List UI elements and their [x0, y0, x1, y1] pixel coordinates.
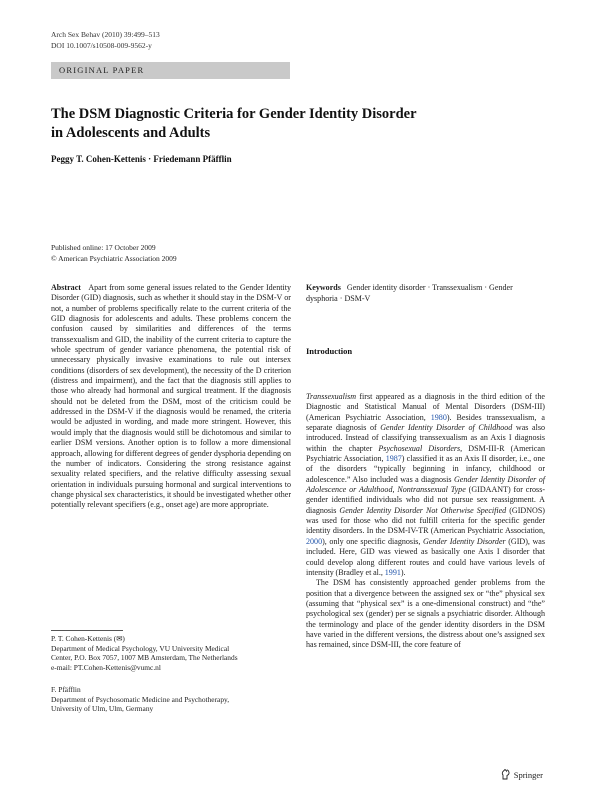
- affil-2-line-1: Department of Psychosomatic Medicine and Psychotherapy,: [51, 694, 230, 704]
- abstract-block: [51, 283, 291, 511]
- article-title: [51, 105, 521, 143]
- affil-1-name: P. T. Cohen-Kettenis (✉): [51, 634, 125, 643]
- intro-text: (GIDNOS) was used for those who did not fulfill criteria for the specific gender identity disorders. In the DSM-IV-TR (American Psychiatric Association,: [306, 505, 545, 536]
- intro-text: first appeared as a diagnosis in the third edition of the Diagnostic and Statistical Manual of Mental Disorders (DSM-III) (American Psychiatric Association,: [306, 392, 545, 422]
- term-gid: Gender Identity Disorder: [423, 536, 506, 546]
- intro-paragraph-2: The DSM has consistently approached gender problems from the position that a divergence between the assigned sex or “the” physical sex (assuming that “physical sex” is a one-dimensional construct) and “the” psychological sex (gender) per se signals a psychiatric disorder. Although the terminology and place of the gender identity disorders in the DSM have varied in the different versions, the distress about one’s assigned sex has remained, since DSM-III, the core feature of: [306, 578, 545, 650]
- affil-1-line-1: Department of Medical Psychology, VU University Medical: [51, 643, 230, 653]
- affil-1-line-2: Center, P.O. Box 7057, 1007 MB Amsterdam, The Netherlands: [51, 653, 238, 663]
- affil-2-name: F. Pfäfflin: [51, 685, 81, 694]
- term-transsexualism: Transsexualism: [306, 392, 357, 401]
- intro-text: (GID), was included. Here, GID was viewed as basically one Axis I disorder that could develop along different routes and could have various levels of intensity (Bradley et al.,: [306, 536, 545, 577]
- keywords-text: Gender identity disorder · Transsexualism · Gender dysphoria · DSM-V: [306, 283, 513, 303]
- intro-text: DSM-III-R (American Psychiatric Association,: [306, 443, 546, 464]
- citation-link[interactable]: 2000: [306, 536, 323, 546]
- introduction-body: [306, 392, 545, 651]
- affil-1-email[interactable]: e-mail: PT.Cohen-Kettenis@vumc.nl: [51, 662, 161, 672]
- term-gid-childhood: Gender Identity Disorder of Childhood: [380, 423, 513, 433]
- intro-text: ), only one specific diagnosis,: [322, 536, 424, 546]
- doi-line: DOI 10.1007/s10508-009-9562-y: [51, 41, 152, 50]
- citation-link[interactable]: 1980: [430, 412, 447, 422]
- keywords-label: Keywords: [306, 283, 341, 292]
- publication-info: [51, 243, 177, 264]
- intro-paragraph-1: [306, 392, 545, 578]
- journal-citation: Arch Sex Behav (2010) 39:499–513: [51, 30, 160, 39]
- section-heading-introduction: Introduction: [306, 346, 353, 356]
- keywords-block: [306, 283, 545, 304]
- affil-2-line-2: University of Ulm, Ulm, Germany: [51, 704, 154, 714]
- abstract-text: Apart from some general issues related to the Gender Identity Disorder (GID) diagnosis, such as whether it should stay in the DSM-V or not, a number of problems specifically relate to the current criteria of the GID diagnosis for adolescents and adults. These problems concern the confusion caused by similarities and differences of the terms transsexualism and GID, the inability of the current criteria to capture the whole spectrum of gender variance phenomena, the potential risk of unnecessary physically invasive examinations to rule out intersex conditions (disorders of sex development), the necessity of the D criterion (distress and impairment), and the fact that the diagnosis still applies to those who already had hormonal and surgical treatment. If the diagnosis should not be deleted from the DSM, most of the criticism could be addressed in the DSM-V if the diagnosis would be renamed, the criteria would be adjusted in wording, and made more stringent. However, this would imply that the diagnosis would still be dichotomous and similar to earlier DSM versions. Another option is to follow a more dimensional approach, allowing for different degrees of gender dysphoria depending on the number of indicators. Considering the strong resistance against sexuality related specifiers, and the relative difficulty assessing sexual orientation in individuals pursuing hormonal and surgical interventions to change physical sex characteristics, it should be investigated whether other potentially relevant specifiers (e.g., onset age) are more appropriate.: [51, 283, 291, 510]
- citation-link[interactable]: 1987: [385, 454, 402, 464]
- intro-text: was also introduced. Instead of classifying transsexualism as an Axis I diagnosis within the chapter: [306, 423, 545, 453]
- term-gidnos: Gender Identity Disorder Not Otherwise Specified: [339, 505, 507, 515]
- citation-link[interactable]: 1991: [384, 567, 401, 577]
- intro-text: (GIDAANT) for cross-gender identified individuals who did not pursue sex reassignment. A diagnosis: [306, 485, 546, 515]
- section-label: ORIGINAL PAPER: [59, 65, 145, 75]
- section-label-bar: [51, 62, 290, 79]
- term-gidaant: Gender Identity Disorder of Adolescence or Adulthood, Nontranssexual Type: [306, 474, 545, 495]
- intro-text: ).: [400, 567, 406, 577]
- intro-text: ) classified it as an Axis II disorder, i.e., one of the disorders “typically beginning in infancy, childhood or adolescence.” Also included was a diagnosis: [306, 454, 545, 484]
- publisher-name: Springer: [513, 770, 543, 780]
- footnote-divider: [51, 630, 123, 631]
- publisher-mark: [500, 768, 543, 782]
- title-line-1: The DSM Diagnostic Criteria for Gender Identity Disorder: [51, 106, 417, 122]
- term-psychosexual: Psychosexual Disorders,: [378, 443, 463, 453]
- affiliation-author-1: [51, 634, 291, 672]
- affiliation-author-2: [51, 685, 291, 714]
- author-list: Peggy T. Cohen-Kettenis · Friedemann Pfäfflin: [51, 154, 232, 164]
- copyright-line: © American Psychiatric Association 2009: [51, 253, 177, 263]
- springer-horse-icon: [500, 768, 511, 782]
- intro-text: ). Besides transsexualism, a separate diagnosis of: [306, 412, 545, 433]
- title-line-2: in Adolescents and Adults: [51, 125, 211, 141]
- abstract-label: Abstract: [51, 283, 81, 292]
- published-date: Published online: 17 October 2009: [51, 243, 156, 252]
